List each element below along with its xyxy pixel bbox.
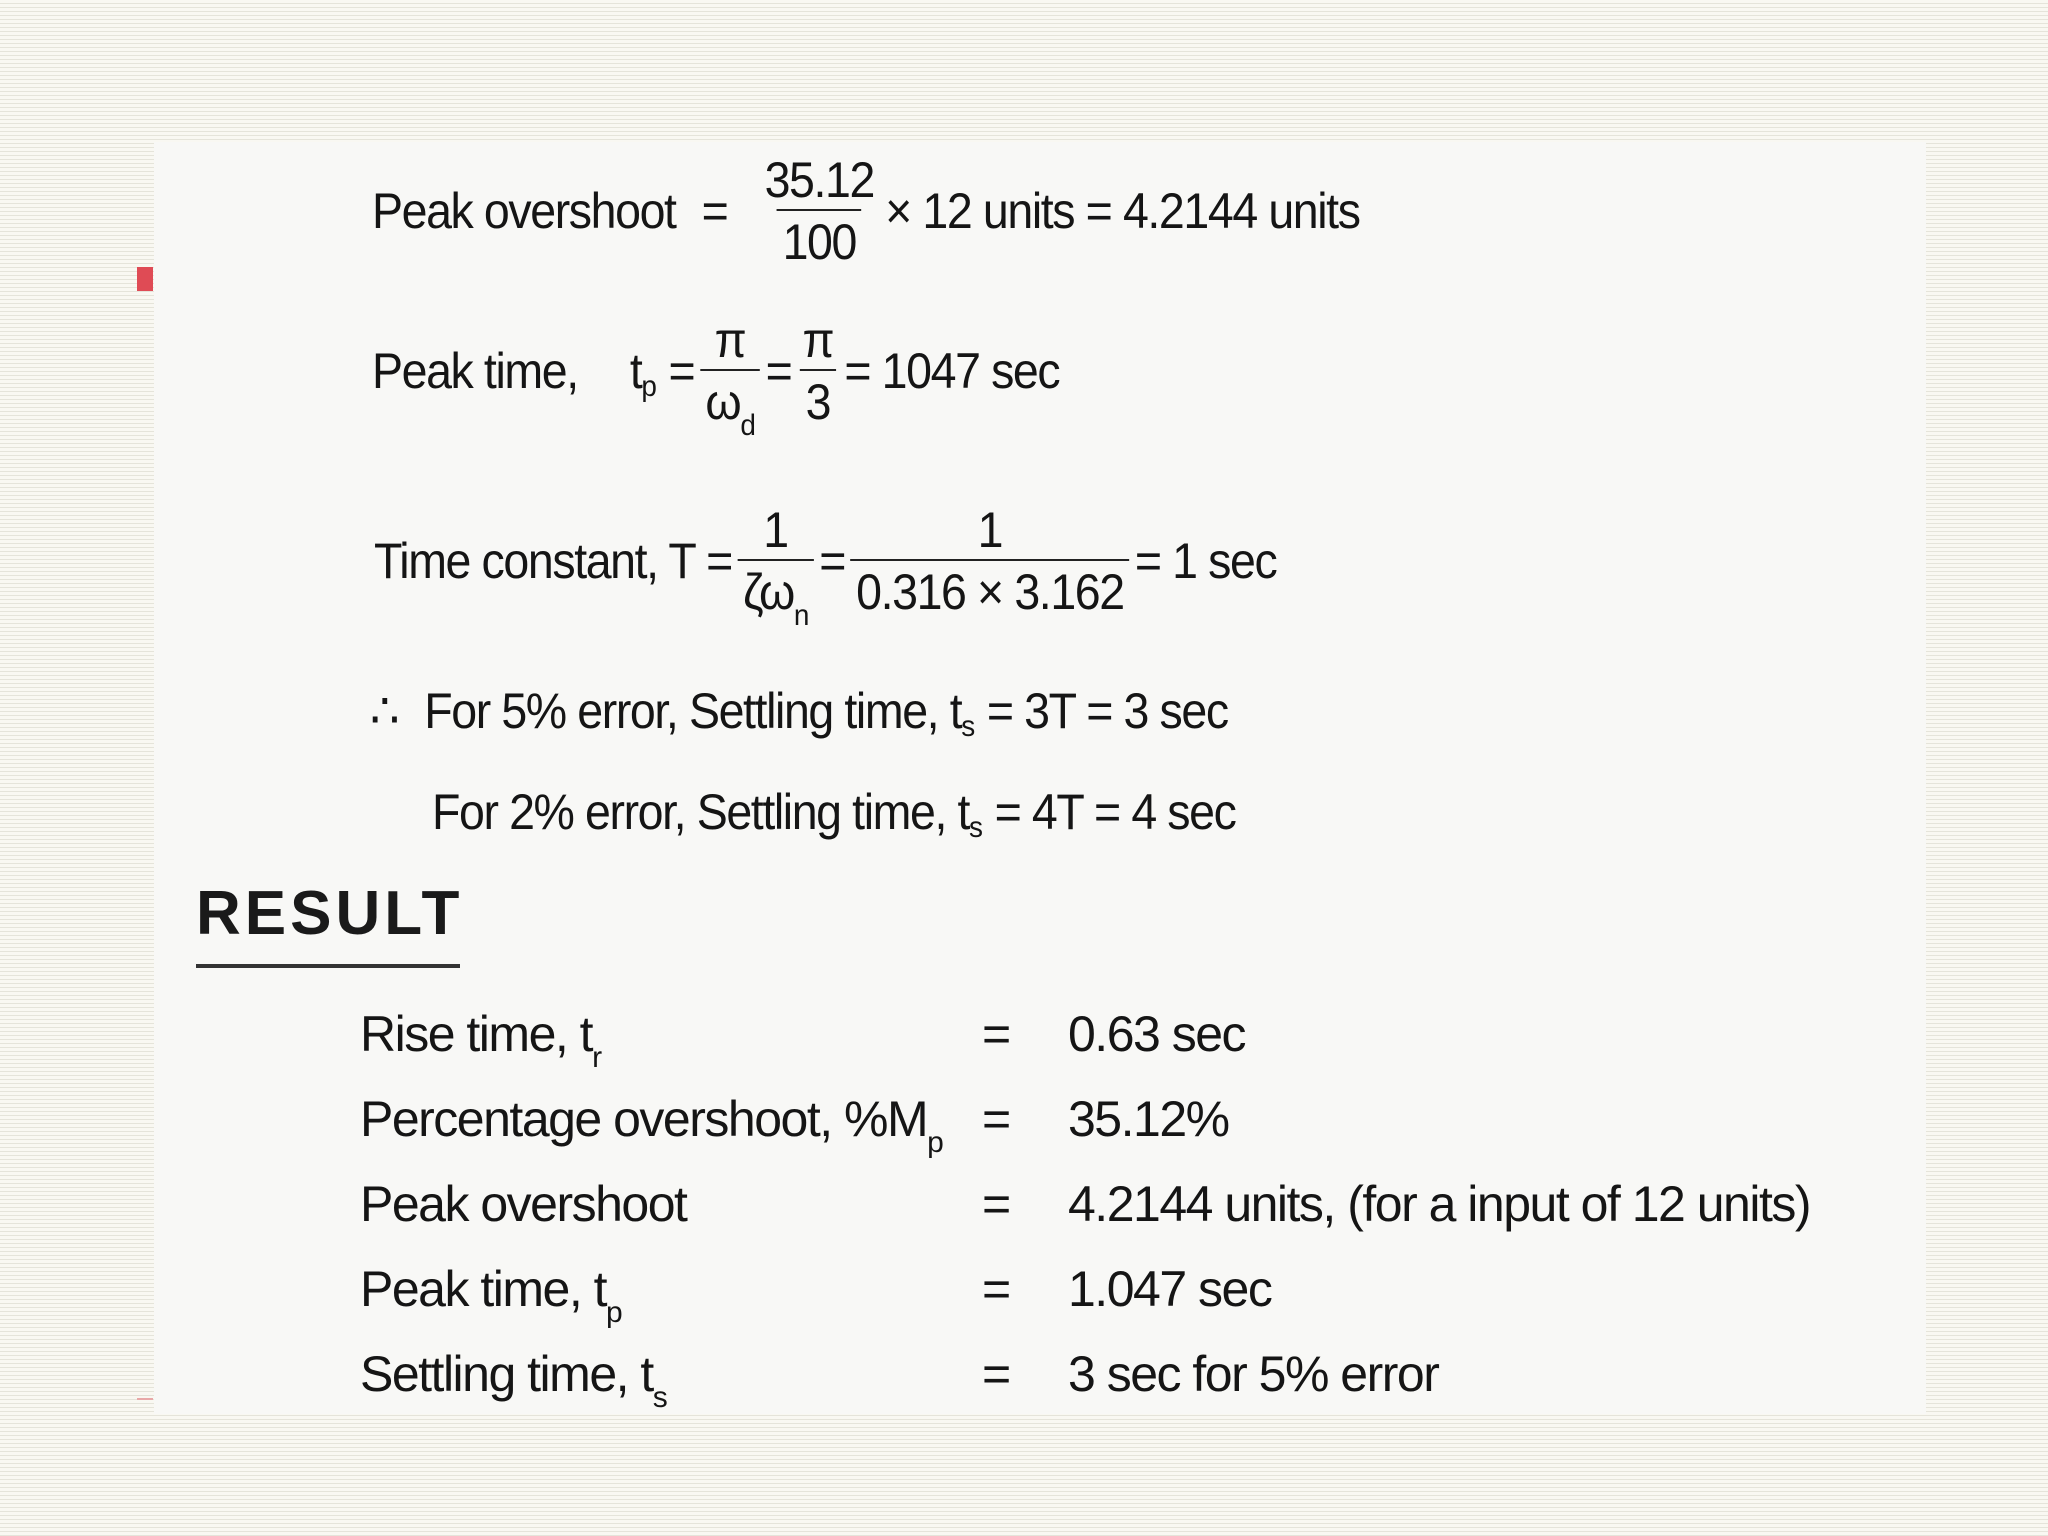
variable-subscript: p [641,370,656,403]
fraction-denominator: 0.316 × 3.162 [851,559,1130,617]
settling-time-5pct-line [370,682,1228,743]
equals-sign: = [701,183,728,239]
overshoot-fraction [759,152,880,270]
equals-sign: = [982,1346,1010,1402]
equation-label: Peak overshoot [372,183,676,239]
label-text: Settling time, t [360,1346,653,1402]
variable-t: t [629,343,642,399]
result-row [0,1175,2048,1245]
omega-symbol: ω [705,374,741,430]
peak-time-equation [372,312,1060,442]
fraction-denominator: 3 [800,369,836,427]
label-text: Rise time, t [360,1006,593,1062]
equals-sign: = [982,1091,1010,1147]
equation-result: = 1047 sec [844,343,1060,399]
result-value: 3 sec for 5% error [1068,1346,1439,1402]
fraction-numerator: 35.12 [764,152,874,208]
label-text: Peak overshoot [360,1176,687,1232]
label-subscript: r [592,1041,601,1074]
settling-subscript: s [969,811,982,844]
fraction-denominator: 100 [777,209,862,267]
equation-result: × 12 units = 4.2144 units [885,183,1360,239]
therefore-symbol: ∴ [370,683,399,739]
settling-text: For 2% error, Settling time, t [432,784,970,840]
settling-result: = 4T = 4 sec [994,784,1236,840]
label-subscript: p [606,1296,622,1329]
result-value: 1.047 sec [1068,1261,1272,1317]
one-over-zeta-omega-fraction [737,502,813,632]
zeta-omega-symbol: ζω [743,564,794,620]
fraction-numerator: 1 [977,502,1003,558]
equation-label: Time constant, T = [374,533,732,589]
fraction-denominator [700,369,760,442]
fraction-denominator [737,559,813,632]
result-value: 4.2144 units, (for a input of 12 units) [1068,1176,1810,1232]
numeric-fraction [851,502,1130,620]
result-label [360,1005,601,1074]
result-value: 0.63 sec [1068,1006,1246,1062]
fraction-numerator: π [802,312,834,368]
equals-sign: = [982,1006,1010,1062]
pi-over-three-fraction [797,312,839,430]
equals-sign: = [819,533,845,589]
result-row [0,1005,2048,1075]
time-constant-equation [374,502,1277,632]
omega-subscript: d [740,409,755,442]
equals-sign: = [765,343,792,399]
fraction-numerator: 1 [763,502,788,558]
result-label [360,1175,686,1233]
label-text: Peak time, t [360,1261,606,1317]
slide-bullet-marker [137,267,153,291]
result-row [0,1345,2048,1415]
result-row [0,1090,2048,1160]
equation-label: Peak time, [372,343,578,399]
peak-overshoot-equation [372,152,1360,270]
equals-sign: = [982,1176,1010,1232]
equals-sign: = [668,343,695,399]
result-heading-underline [196,964,460,968]
settling-result: = 3T = 3 sec [986,683,1228,739]
settling-text: For 5% error, Settling time, t [424,683,962,739]
equation-result: = 1 sec [1134,533,1277,589]
equals-sign: = [982,1261,1010,1317]
pi-over-omega-fraction [700,312,760,442]
result-label [360,1260,622,1329]
label-subscript: p [927,1126,943,1159]
label-text: Percentage overshoot, %M [360,1091,928,1147]
omega-subscript: n [793,599,809,632]
result-heading: RESULT [196,879,464,948]
settling-subscript: s [961,710,974,743]
result-label [360,1345,667,1414]
result-label [360,1090,943,1159]
result-value: 35.12% [1068,1091,1229,1147]
result-row [0,1260,2048,1330]
fraction-numerator: π [714,312,746,368]
label-subscript: s [652,1381,667,1414]
settling-time-2pct-line [432,783,1236,844]
